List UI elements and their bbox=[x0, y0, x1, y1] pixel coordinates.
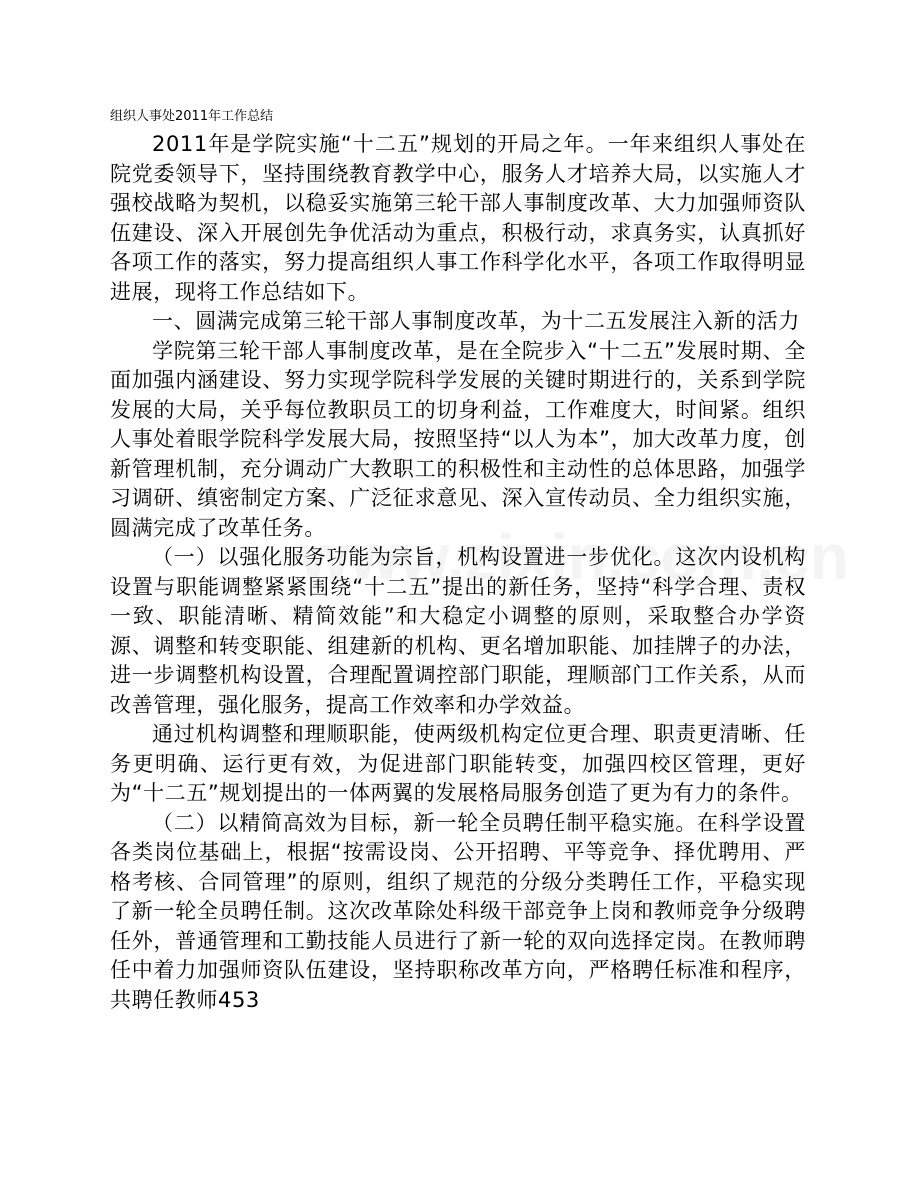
paragraph-subsection-1: （一）以强化服务功能为宗旨，机构设置进一步优化。这次内设机构设置与职能调整紧紧围绕“十二五”提出的新任务，坚持“科学合理、责权一致、职能清晰、精简效能”和大稳定小调整的原则，采取整合办学资源、调整和转变职能、组建新的机构、更名增加职能、加挂牌子的办法，进一步调整机构设置，合理配置调控部门职能，理顺部门工作关系，从而改善管理，强化服务，提高工作效率和办学效益。 bbox=[110, 545, 806, 717]
paragraph-institution-adjustment: 通过机构调整和理顺职能，使两级机构定位更合理、职责更清晰、任务更明确、运行更有效，为促进部门职能转变，加强四校区管理，更好为“十二五”规划提出的一体两翼的发展格局服务创造了更为有力的条件。 bbox=[110, 722, 806, 805]
document-title: 组织人事处2011年工作总结 bbox=[110, 109, 274, 124]
document-body bbox=[110, 106, 806, 1015]
paragraph-intro: 2011年是学院实施“十二五”规划的开局之年。一年来组织人事处在院党委领导下，坚持围绕教育教学中心，服务人才培养大局，以实施人才强校战略为契机，以稳妥实施第三轮干部人事制度改革、大力加强师资队伍建设、深入开展创先争优活动为重点，积极行动，求真务实，认真抓好各项工作的落实，努力提高组织人事工作科学化水平，各项工作取得明显进展，现将工作总结如下。 bbox=[110, 132, 806, 304]
section-heading-1: 一、圆满完成第三轮干部人事制度改革，为十二五发展注入新的活力 bbox=[152, 309, 800, 333]
paragraph-reform: 学院第三轮干部人事制度改革，是在全院步入“十二五”发展时期、全面加强内涵建设、努力实现学院科学发展的关键时期进行的，关系到学院发展的大局，关乎每位教职员工的切身利益，工作难度大，时间紧。组织人事处着眼学院科学发展大局，按照坚持“以人为本”，加大改革力度，创新管理机制，充分调动广大教职工的积极性和主动性的总体思路，加强学习调研、缜密制定方案、广泛征求意见、深入宣传动员、全力组织实施，圆满完成了改革任务。 bbox=[110, 338, 806, 540]
paragraph-subsection-2: （二）以精简高效为目标，新一轮全员聘任制平稳实施。在科学设置各类岗位基础上，根据“按需设岗、公开招聘、平等竞争、择优聘用、严格考核、合同管理”的原则，组织了规范的分级分类聘任工作，平稳实现了新一轮全员聘任制。这次改革除处科级干部竞争上岗和教师竞争分级聘任外，普通管理和工勤技能人员进行了新一轮的双向选择定岗。在教师聘任中着力加强师资队伍建设，坚持职称改革方向，严格聘任标准和程序，共聘任教师453 bbox=[110, 810, 806, 1012]
